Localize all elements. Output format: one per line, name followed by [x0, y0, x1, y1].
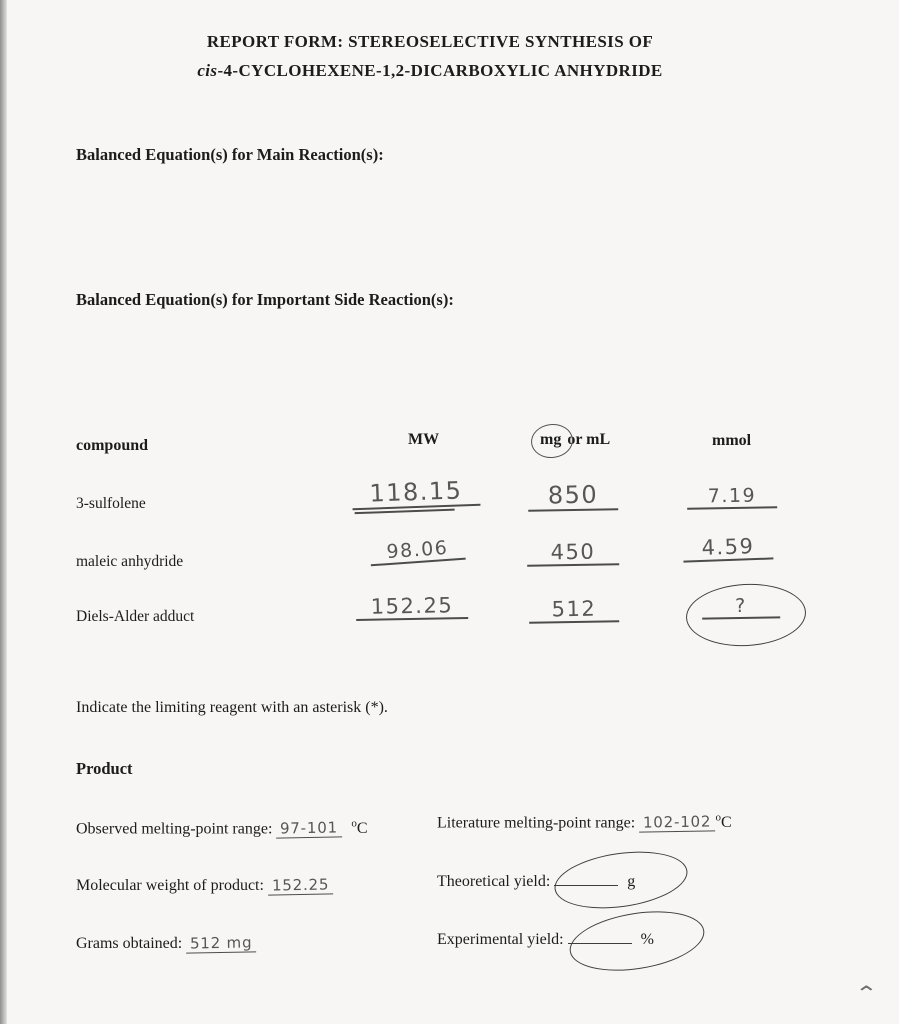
limiting-reagent-note: Indicate the limiting reagent with an asterisk (*).	[76, 699, 388, 716]
caret-scan-mark: ⌃	[854, 981, 879, 1005]
compound-row-label: maleic anhydride	[76, 553, 184, 570]
theoretical-yield-unit: g	[627, 873, 636, 890]
grams-obtained-row	[76, 934, 257, 953]
literature-mp-label: Literature melting-point range:	[437, 814, 636, 832]
scan-edge-artifact	[0, 0, 7, 1024]
product-section-heading: Product	[76, 759, 133, 778]
experimental-yield-label: Experimental yield:	[437, 931, 564, 948]
main-reaction-heading: Balanced Equation(s) for Main Reaction(s):	[76, 145, 384, 164]
handwritten-mw-value: 152.25	[356, 593, 468, 621]
col-header-amount: mg or mL	[538, 431, 610, 449]
handwritten-mmol-value: 7.19	[687, 484, 777, 510]
molecular-weight-row	[76, 876, 333, 895]
literature-mp-unit: $^o$C	[715, 812, 732, 832]
col-header-mw: MW	[408, 431, 440, 448]
handwritten-literature-mp: 102-102	[639, 813, 716, 833]
observed-mp-label: Observed melting-point range:	[76, 820, 273, 838]
hand-drawn-ellipse-experimental	[565, 903, 708, 980]
col-header-compound: compound	[76, 437, 149, 454]
molecular-weight-label: Molecular weight of product:	[76, 877, 264, 894]
col-header-mmol: mmol	[712, 432, 752, 449]
compound-row-label: Diels-Alder adduct	[76, 608, 195, 625]
compound-row-label: 3-sulfolene	[76, 495, 146, 512]
circled-mg: mg	[538, 431, 563, 449]
hand-drawn-ellipse-theoretical	[551, 844, 691, 916]
form-title-line1: REPORT FORM: STEREOSELECTIVE SYNTHESIS OF	[206, 32, 654, 51]
side-reaction-heading: Balanced Equation(s) for Important Side Reaction(s):	[76, 290, 454, 309]
hand-drawn-circle	[529, 422, 574, 460]
handwritten-amount-value: 512	[529, 596, 619, 624]
handwritten-mw-value: 98.06	[369, 536, 465, 567]
observed-mp-unit: $^o$C	[351, 818, 368, 838]
handwritten-amount-value: 450	[527, 539, 619, 567]
experimental-yield-row	[437, 930, 654, 949]
handwritten-observed-mp: 97-101	[276, 819, 342, 839]
form-title-line2: cis-4-CYCLOHEXENE-1,2-DICARBOXYLIC ANHYDRIDE	[197, 61, 663, 80]
form-title	[120, 27, 740, 85]
literature-mp-row	[437, 812, 732, 832]
theoretical-yield-label: Theoretical yield:	[437, 873, 551, 890]
handwritten-mmol-value: 4.59	[683, 533, 774, 562]
handwritten-molecular-weight: 152.25	[268, 875, 334, 895]
handwritten-mmol-value: ?	[702, 594, 780, 619]
grams-obtained-label: Grams obtained:	[76, 935, 183, 952]
handwritten-grams-obtained: 512 mg	[186, 933, 257, 953]
observed-mp-row	[76, 818, 368, 838]
theoretical-yield-row	[437, 872, 635, 891]
hand-drawn-ellipse-question	[684, 581, 807, 649]
experimental-yield-unit: %	[640, 931, 654, 948]
handwritten-mw-value: 118.15	[352, 476, 481, 510]
handwritten-amount-value: 850	[528, 480, 619, 512]
